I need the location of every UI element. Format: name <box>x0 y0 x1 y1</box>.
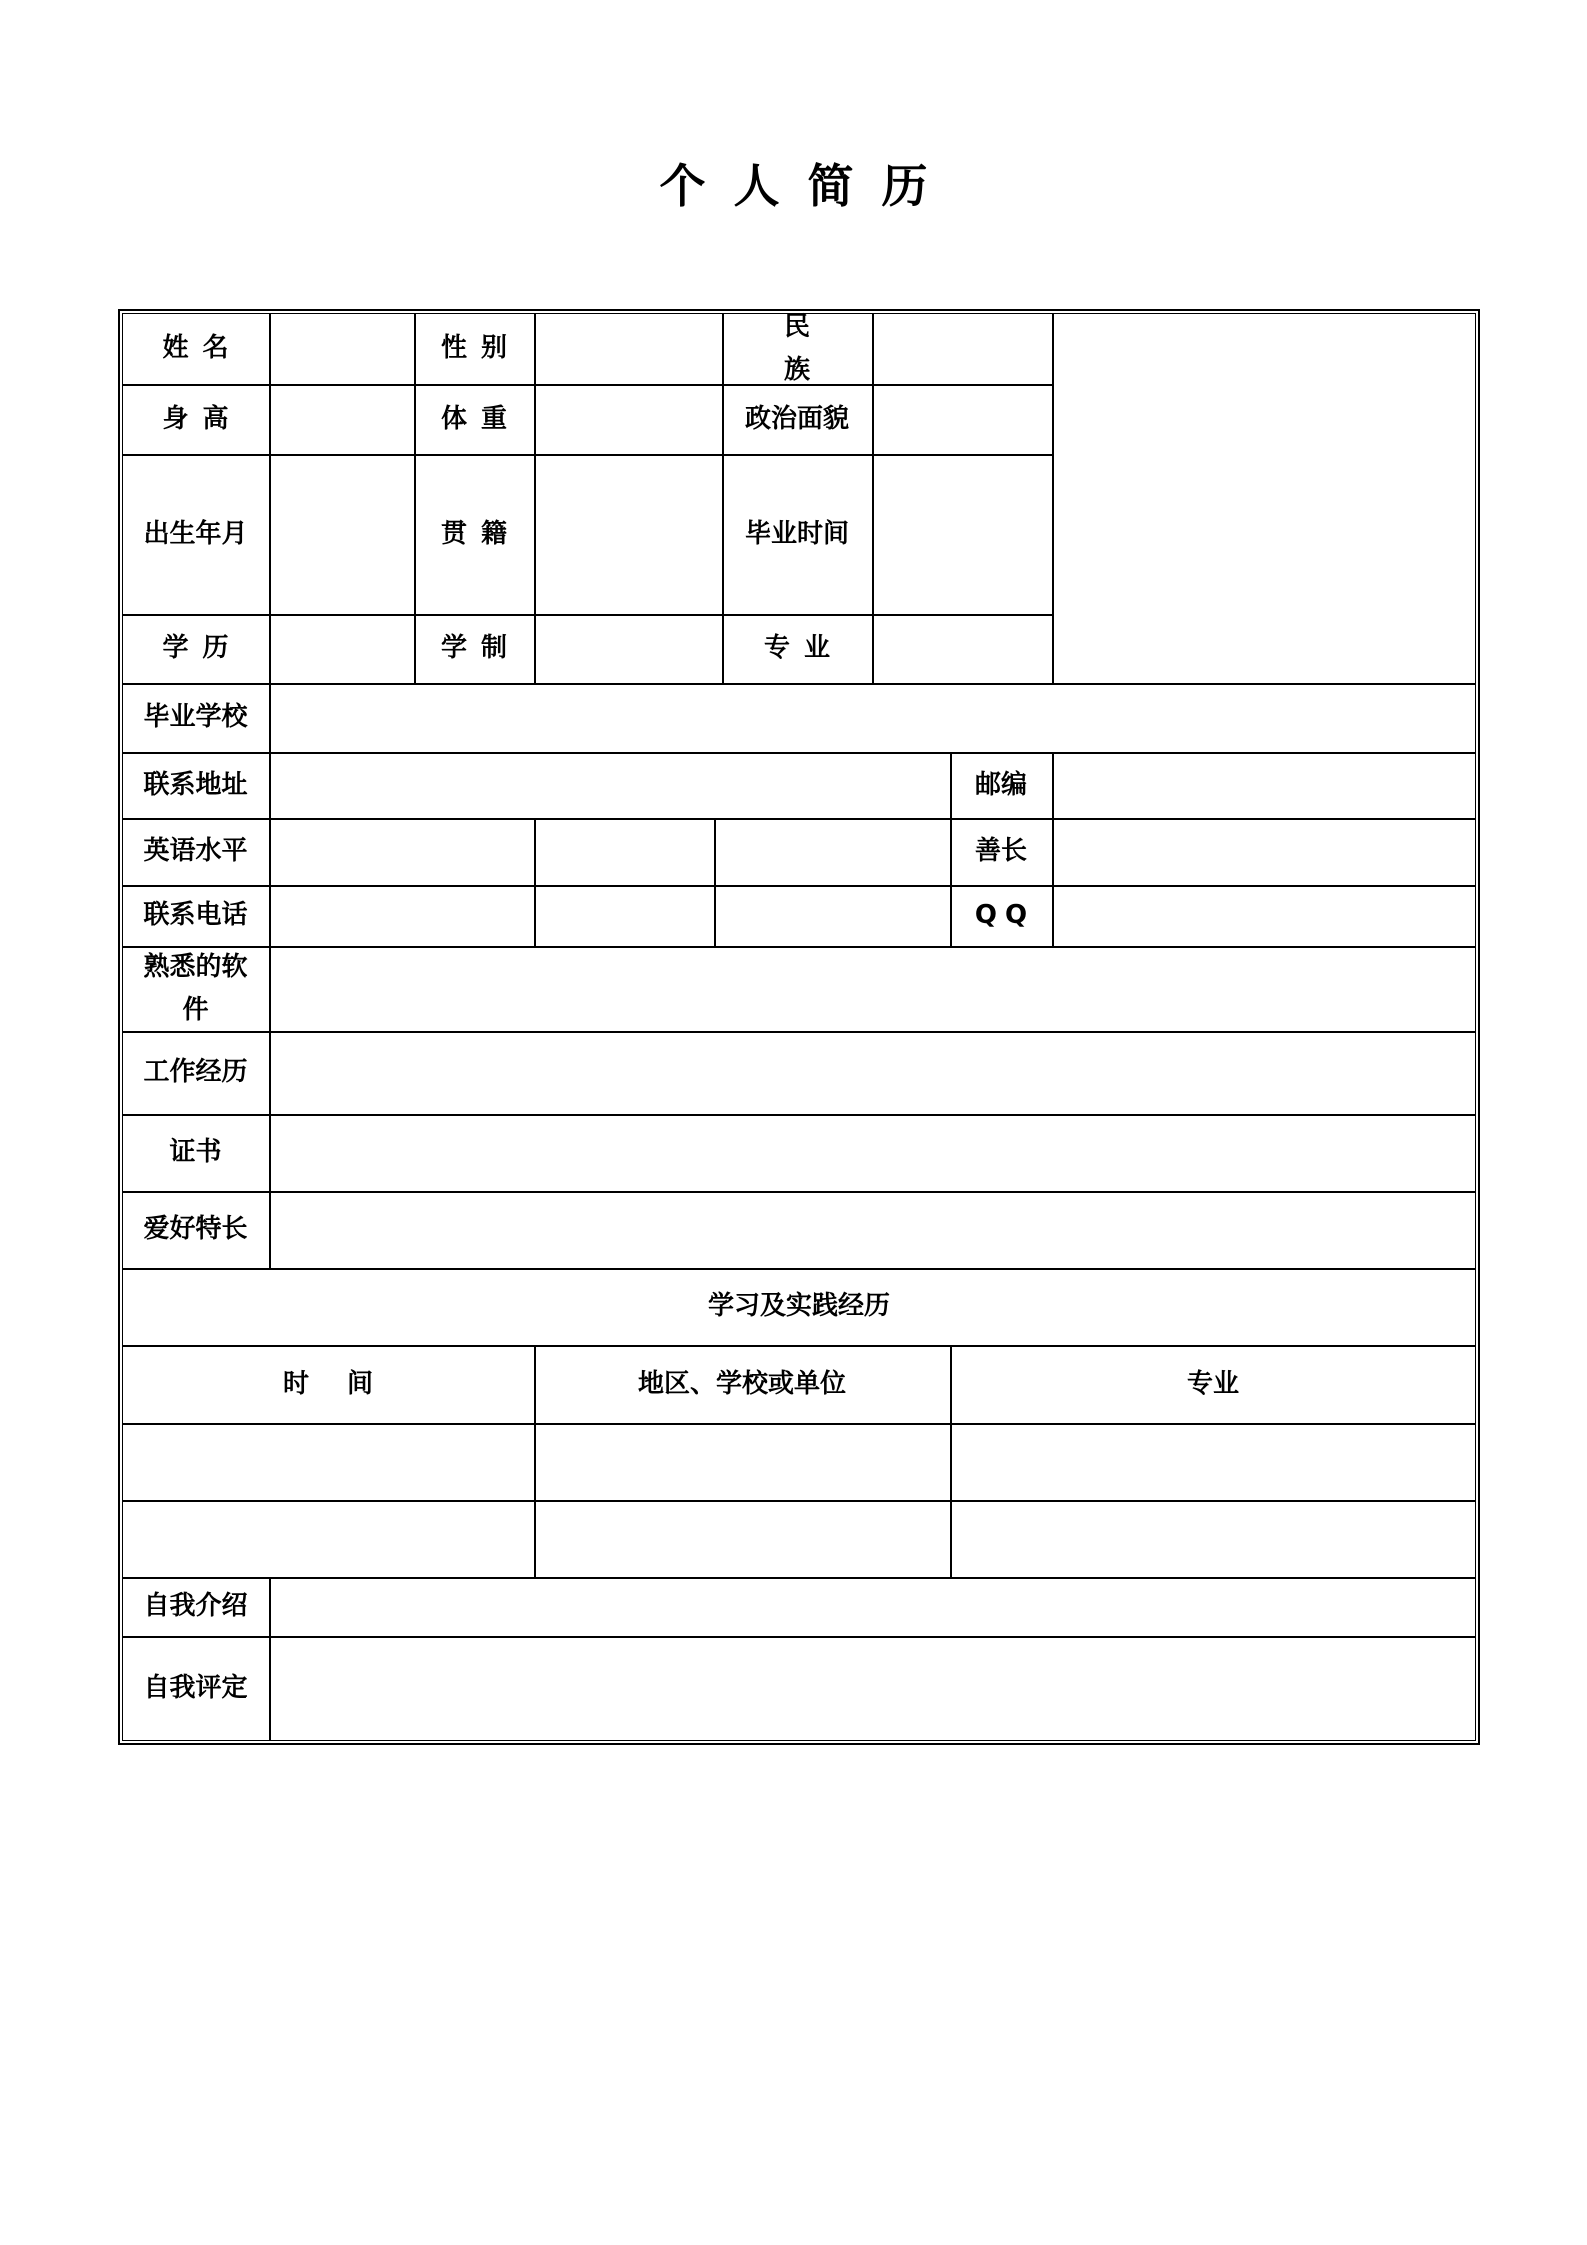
schooling-length-value-cell[interactable] <box>534 614 722 683</box>
english-level-value-cell-3[interactable] <box>714 818 950 885</box>
graduated-school-label: 毕业学校 <box>143 702 248 732</box>
english-level-value-cell-1[interactable] <box>269 818 534 885</box>
phone-label: 联系电话 <box>143 900 248 930</box>
self-evaluation-label: 自我评定 <box>143 1673 248 1703</box>
english-level-value-cell-2[interactable] <box>534 818 714 885</box>
birth-value-cell[interactable] <box>269 454 414 614</box>
major-value-cell[interactable] <box>872 614 1052 683</box>
qq-value-cell[interactable] <box>1052 885 1476 946</box>
study-row-2-institution[interactable] <box>534 1500 950 1577</box>
phone-value-cell-3[interactable] <box>714 885 950 946</box>
study-col-time: 时间 <box>282 1368 411 1399</box>
study-row-1-time[interactable] <box>122 1423 534 1500</box>
graduation-time-label: 毕业时间 <box>744 518 849 549</box>
address-label: 联系地址 <box>143 769 248 800</box>
weight-label: 体重 <box>440 403 521 434</box>
name-value-cell[interactable] <box>269 313 414 384</box>
hobbies-label: 爱好特长 <box>143 1214 248 1244</box>
english-level-label: 英语水平 <box>143 836 248 866</box>
page-title: 个人简历 <box>659 159 956 213</box>
study-col-major: 专业 <box>1186 1368 1239 1399</box>
strengths-label: 善长 <box>974 836 1027 866</box>
study-row-1-major[interactable] <box>950 1423 1476 1500</box>
ethnicity-value-cell[interactable] <box>872 313 1052 384</box>
native-place-label: 贯籍 <box>440 518 521 549</box>
ethnicity-label: 民族 <box>783 311 858 385</box>
native-place-value-cell[interactable] <box>534 454 722 614</box>
gender-value-cell[interactable] <box>534 313 722 384</box>
major-label: 专业 <box>763 633 844 663</box>
weight-value-cell[interactable] <box>534 384 722 454</box>
study-row-2-major[interactable] <box>950 1500 1476 1577</box>
self-intro-label: 自我介绍 <box>143 1591 248 1621</box>
schooling-length-label: 学制 <box>440 633 521 663</box>
postcode-value-cell[interactable] <box>1052 752 1476 818</box>
study-row-2-time[interactable] <box>122 1500 534 1577</box>
education-value-cell[interactable] <box>269 614 414 683</box>
graduation-time-value-cell[interactable] <box>872 454 1052 614</box>
self-evaluation-value-cell[interactable] <box>269 1636 1476 1741</box>
study-row-1-institution[interactable] <box>534 1423 950 1500</box>
certificates-value-cell[interactable] <box>269 1114 1476 1191</box>
postcode-label: 邮编 <box>974 769 1027 800</box>
study-section-heading: 学习及实践经历 <box>707 1291 890 1321</box>
software-value-cell[interactable] <box>269 946 1476 1031</box>
graduated-school-value-cell[interactable] <box>269 683 1476 752</box>
gender-label: 性别 <box>440 333 521 363</box>
self-intro-value-cell[interactable] <box>269 1577 1476 1636</box>
birth-label: 出生年月 <box>143 518 248 549</box>
height-value-cell[interactable] <box>269 384 414 454</box>
political-status-value-cell[interactable] <box>872 384 1052 454</box>
qq-label: QQ <box>974 900 1036 930</box>
photo-cell[interactable] <box>1052 313 1476 683</box>
work-experience-value-cell[interactable] <box>269 1031 1476 1114</box>
strengths-value-cell[interactable] <box>1052 818 1476 885</box>
work-experience-label: 工作经历 <box>143 1057 248 1087</box>
hobbies-value-cell[interactable] <box>269 1191 1476 1268</box>
phone-value-cell-2[interactable] <box>534 885 714 946</box>
address-value-cell[interactable] <box>269 752 950 818</box>
study-col-institution: 地区、学校或单位 <box>637 1368 846 1399</box>
height-label: 身高 <box>162 403 243 434</box>
political-status-label: 政治面貌 <box>744 403 849 434</box>
name-label: 姓名 <box>162 333 243 363</box>
software-label: 熟悉的软件 <box>143 951 248 1025</box>
phone-value-cell-1[interactable] <box>269 885 534 946</box>
education-label: 学历 <box>162 633 243 663</box>
certificates-label: 证书 <box>169 1137 222 1167</box>
